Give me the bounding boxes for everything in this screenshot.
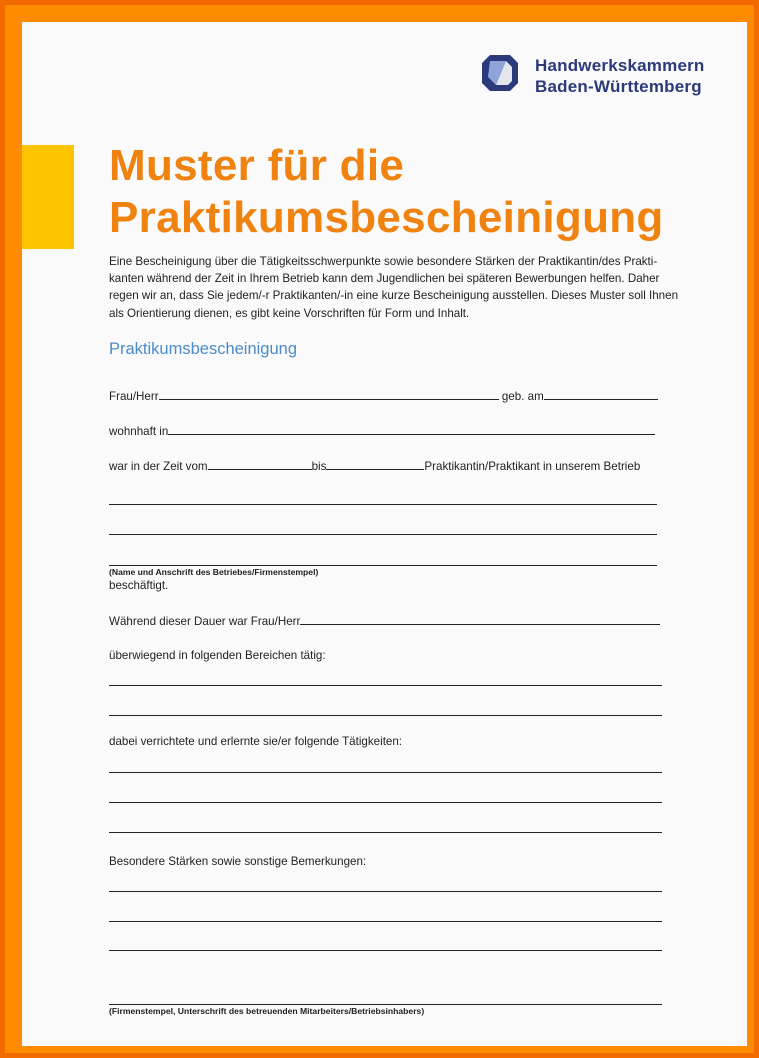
remarks-line-1[interactable]	[109, 891, 662, 892]
frame-border	[5, 5, 754, 1053]
title-line-2: Praktikumsbescheinigung	[109, 193, 664, 242]
address-field[interactable]	[168, 424, 655, 435]
label-wohnhaft: wohnhaft in	[109, 425, 169, 438]
date-to-field[interactable]	[326, 459, 424, 470]
label-frau-herr: Frau/Herr	[109, 390, 159, 403]
intro-paragraph	[109, 253, 684, 322]
row-period	[109, 459, 640, 473]
section-heading: Praktikumsbescheinigung	[109, 340, 298, 358]
accent-bar	[22, 145, 74, 249]
row-name	[109, 389, 658, 403]
logo-line-1: Handwerkskammern	[535, 56, 705, 75]
remarks-line-3[interactable]	[109, 950, 662, 951]
label-bis: bis	[311, 460, 327, 473]
areas-line-2[interactable]	[109, 715, 662, 716]
date-from-field[interactable]	[208, 459, 312, 470]
signature-line[interactable]	[109, 1004, 662, 1005]
label-waehrend: Während dieser Dauer war Frau/Herr	[109, 615, 301, 628]
tasks-line-3[interactable]	[109, 832, 662, 833]
areas-line-1[interactable]	[109, 685, 662, 686]
person-field[interactable]	[300, 614, 660, 625]
title-line-1: Muster für die	[109, 141, 405, 190]
handwerkskammern-logo-icon	[482, 55, 518, 91]
intro-line-4: als Orientierung dienen, es gibt keine Vorschriften für Form und Inhalt.	[109, 306, 470, 320]
logo-line-2: Baden-Württemberg	[535, 77, 702, 96]
birthdate-field[interactable]	[544, 389, 658, 400]
company-line-3[interactable]	[109, 565, 657, 566]
row-address	[109, 424, 655, 438]
name-field[interactable]	[159, 389, 499, 400]
label-zeit-vom: war in der Zeit vom	[109, 460, 208, 473]
intro-line-3: regen wir an, dass Sie jedem/-r Praktikanten/-in eine kurze Bescheinigung ausstellen. Dieses Muster soll Ihnen	[109, 289, 679, 303]
label-bereiche: überwiegend in folgenden Bereichen tätig:	[109, 649, 326, 662]
logo	[482, 55, 722, 105]
caption-signature: (Firmenstempel, Unterschrift des betreuenden Mitarbeiters/Betriebsinhabers)	[109, 1006, 425, 1016]
label-staerken: Besondere Stärken sowie sonstige Bemerkungen:	[109, 855, 367, 868]
row-during	[109, 614, 660, 628]
tasks-line-1[interactable]	[109, 772, 662, 773]
remarks-line-2[interactable]	[109, 921, 662, 922]
company-line-2[interactable]	[109, 534, 657, 535]
label-geb-am: geb. am	[501, 390, 544, 403]
label-taetigkeiten: dabei verrichtete und erlernte sie/er folgende Tätigkeiten:	[109, 735, 403, 748]
caption-company: (Name und Anschrift des Betriebes/Firmenstempel)	[109, 567, 319, 577]
document-page	[22, 22, 747, 1046]
page-title	[109, 140, 664, 244]
company-line-1[interactable]	[109, 504, 657, 505]
logo-text	[535, 55, 705, 97]
intro-line-1: Eine Bescheinigung über die Tätigkeitsschwerpunkte sowie besondere Stärken der Praktikantin/des Prakti-	[109, 255, 658, 268]
tasks-line-2[interactable]	[109, 802, 662, 803]
text-beschaeftigt: beschäftigt.	[109, 579, 169, 592]
intro-line-2: kanten während der Zeit in Ihrem Betrieb kann dem Jugendlichen bei späteren Bewerbungen helfen. Daher	[109, 272, 660, 286]
label-praktikant: Praktikantin/Praktikant in unserem Betrieb	[424, 460, 641, 473]
